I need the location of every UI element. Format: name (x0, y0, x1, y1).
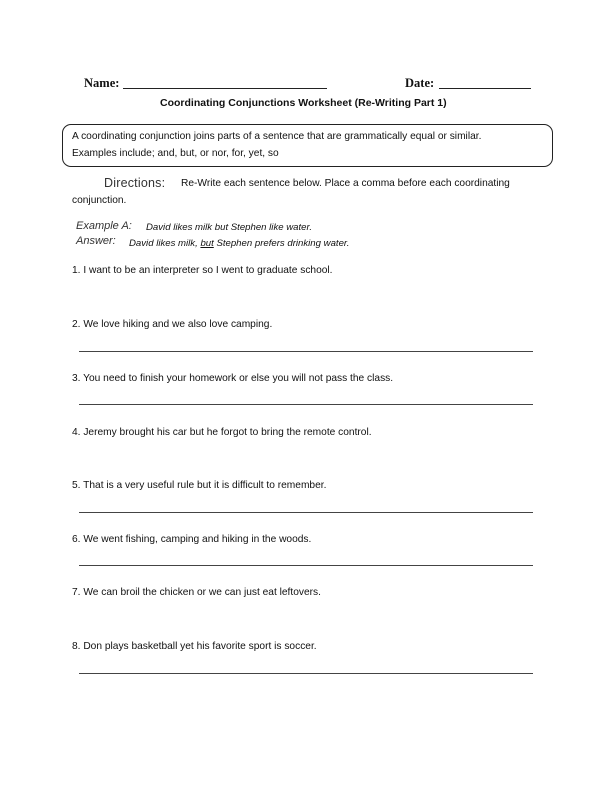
definition-line-2: Examples include; and, but, or nor, for, yet, so (72, 148, 279, 159)
directions-line-2: conjunction. (72, 195, 127, 206)
answer-text (129, 238, 349, 249)
directions-line-1: Re-Write each sentence below. Place a comma before each coordinating (181, 178, 510, 189)
example-text: David likes milk but Stephen like water. (146, 222, 313, 233)
answer-line-8[interactable] (79, 673, 533, 674)
definition-box (62, 124, 553, 167)
question-3: 3. You need to finish your homework or else you will not pass the class. (72, 373, 394, 384)
example-label: Example A: (76, 220, 132, 232)
answer-conjunction: but (200, 238, 214, 249)
question-4: 4. Jeremy brought his car but he forgot to bring the remote control. (72, 427, 372, 438)
worksheet-title: Coordinating Conjunctions Worksheet (Re-Writing Part 1) (160, 97, 447, 109)
answer-after: Stephen prefers drinking water. (213, 238, 350, 249)
question-6: 6. We went fishing, camping and hiking in the woods. (72, 534, 312, 545)
answer-label: Answer: (76, 235, 116, 247)
answer-line-2[interactable] (79, 351, 533, 352)
answer-before: David likes milk, (129, 238, 201, 249)
date-field-line[interactable] (439, 88, 531, 89)
date-label: Date: (405, 76, 435, 90)
name-label: Name: (84, 76, 120, 90)
question-1: 1. I want to be an interpreter so I went to graduate school. (72, 265, 333, 276)
answer-line-3[interactable] (79, 404, 533, 405)
question-8: 8. Don plays basketball yet his favorite sport is soccer. (72, 641, 317, 652)
name-field-line[interactable] (123, 88, 327, 89)
directions-heading: Directions: (104, 176, 166, 190)
answer-line-6[interactable] (79, 565, 533, 566)
question-5: 5. That is a very useful rule but it is difficult to remember. (72, 480, 327, 491)
question-7: 7. We can broil the chicken or we can just eat leftovers. (72, 587, 321, 598)
question-2: 2. We love hiking and we also love camping. (72, 319, 273, 330)
answer-line-5[interactable] (79, 512, 533, 513)
definition-line-1: A coordinating conjunction joins parts of a sentence that are grammatically equal or similar. (72, 131, 482, 142)
